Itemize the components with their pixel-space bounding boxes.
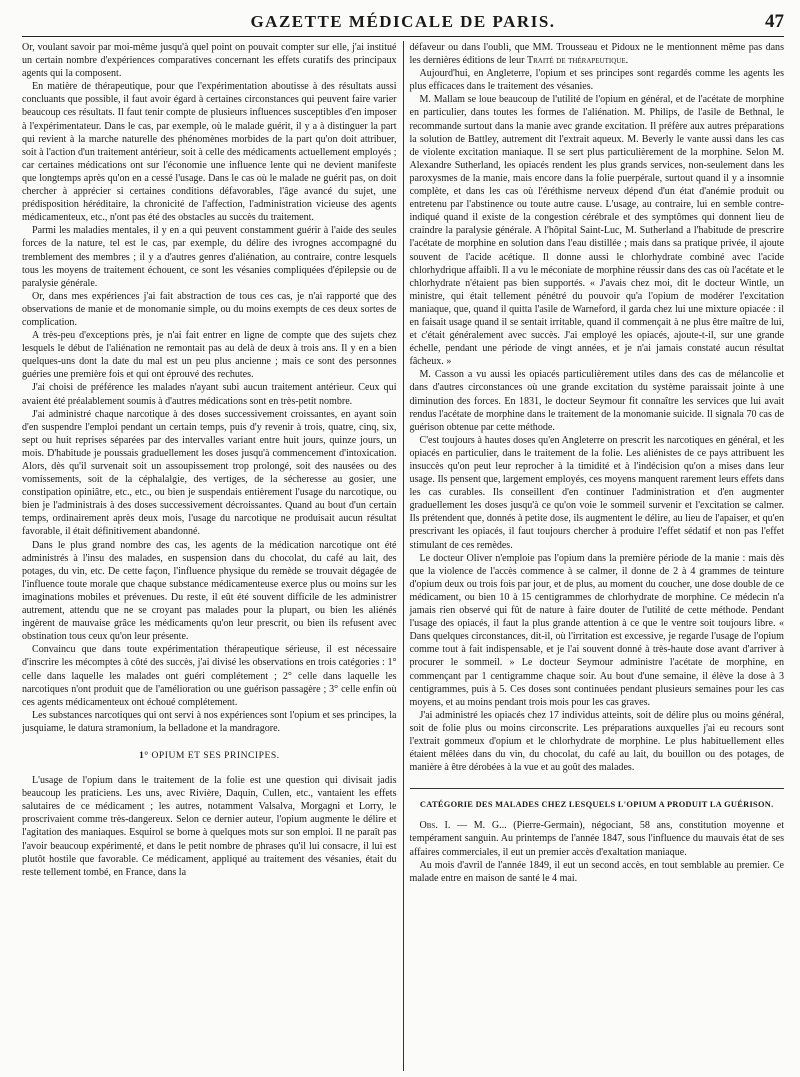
section-title: OPIUM ET SES PRINCIPES. — [151, 749, 280, 761]
paragraph: Parmi les maladies mentales, il y en a qui peuvent constamment guérir à l'aide des seules forces de la nature, tel est le cas, par exemple, du délire des ivrognes accompagné du tremblement des membres ; il y a d'autres genres d'aliénation, au contraire, contre lesquels tous les moyens de traitement échouent, ce sont les vésanies compliquées d'épilepsie ou de paralysie générale. — [22, 225, 397, 289]
section-heading — [22, 749, 397, 762]
paragraph: J'ai choisi de préférence les malades n'ayant subi aucun traitement antérieur. Ceux qui avaient été préalablement soumis à d'autres médications sont en très-petit nombre. — [22, 382, 397, 407]
paragraph — [410, 41, 785, 67]
paragraph: Or, voulant savoir par moi-même jusqu'à quel point on pouvait compter sur elle, j'ai institué un certain nombre d'expériences comparatives concernant les effets curatifs des principaux agents qui la composent. — [22, 42, 397, 80]
category-subheading: CATÉGORIE DES MALADES CHEZ LESQUELS L'OPIUM A PRODUIT LA GUÉRISON. — [410, 788, 785, 811]
paragraph: J'ai administré les opiacés chez 17 individus atteints, soit de délire plus ou moins général, soit de folie plus ou moins circonscrite. Les préparations auxquelles j'ai eu recours sont l'extrait gommeux d'opium et le chlorhydrate de morphine. Le plus habituellement elles étaient mêlées dans du vin, du chocolat, du café au lait, du bouillon ou des potages, de manière à être dérobées à la vue et au goût des malades. — [409, 709, 784, 774]
observation-label: Obs. I. — [419, 820, 451, 832]
paragraph: Convaincu que dans toute expérimentation thérapeutique sérieuse, il est nécessaire d'inscrire les mécomptes à côté des succès, j'ai divisé les observations en trois catégories : 1° celle dans laquelle les malades ont guéri complétement ; 2° celle dans laquelle les narcotiques n'ont produit que de l'amélioration ou une guérison passagère ; 3° celle enfin où ces agents médicamenteux ont échoué complétement. — [22, 644, 397, 708]
paragraph: L'usage de l'opium dans le traitement de la folie est une question qui divisait jadis beaucoup les praticiens. Les uns, avec Rivière, Daquin, Cullen, etc., vantaient les effets salutaires de ce médicament ; les autres, notamment Valsalva, Morgagni et Lorry, le proscrivaient comme très-dangereux. Selon ce dernier auteur, l'opium augmente le délire et l'agitation des maniaques. Esquirol se borne à quelques mots sur son emploi. Il ne paraît pas l'avoir beaucoup expérimenté, et dans le petit nombre de phrases qu'il lui consacre, il lui est plutôt hostile que favorable. Ce médicament, appliqué au traitement des vésanies, était du reste tellement tombé, en France, dans la — [22, 775, 397, 878]
article-columns — [22, 41, 784, 1071]
paragraph: M. Mallam se loue beaucoup de l'utilité de l'opium en général, et de l'acétate de morphine en particulier, dans toutes les formes de l'aliénation. M. Philips, de l'asile de Bethnal, le recommande surtout dans la manie avec grande excitation. Il préfère aux autres préparations la solution de Battley, autrement dit l'extrait aqueux. M. Beverly le vante aussi dans les cas de violente excitation maniaque. Il se sert plus particulièrement de la morphine. Selon M. Alexandre Sutherland, les opiacés rendent les plus grands services, non-seulement dans les paroxysmes de la manie, mais encore dans la folie puerpérale, surtout quand il y a insomnie complète, et dans les cas où l'éréthisme nerveux dépend d'un état d'anémie produit ou entretenu par l'abstinence ou toute autre cause. L'usage, au contraire, lui en semble contre-indiqué quand il existe de la congestion cérébrale et des symptômes qui donnent lieu de craindre la paralysie générale. A l'hôpital Saint-Luc, M. Sutherland a l'habitude de prescrire l'acétate de morphine en solution dans l'eau distillée ; mais dans sa pratique privée, il ajoute souvent de l'acide acétique. Il donne aussi le chlorhydrate combiné avec l'acide chlorhydrique affaibli. Il a vu le méconiate de morphine réussir dans des cas où l'acétate et le chlorhydrate n'étaient pas bien supportés. « J'avais chez moi, dit le docteur Wintle, un ministre, qui était tellement pénétré du pouvoir qu'a l'opium de modérer l'excitation maniaque, que, quand il quitta l'asile de Warneford, il garda chez lui une mixture opiacée : il en faisait usage quand il se sentait irritable, quand il commençait à ne plus être maître de lui, et c'était généralement avec succès. J'ai employé les opiacés, ajoute-t-il, sur une grande échelle, pendant une période de vingt années, et je n'ai jamais constaté aucun résultat fâcheux. » — [409, 94, 784, 368]
paragraph: J'ai administré chaque narcotique à des doses successivement croissantes, en ayant soin d'en suspendre l'emploi pendant un certain temps, puis d'y revenir à trois, quatre, cinq, six, sept ou huit reprises séparées par des intervalles variant entre huit jours, quinze jours, un mois. D'habitude je poussais graduellement les doses jusqu'à commencement d'intoxication. Alors, dès qu'il survenait soit un assoupissement trop prolongé, soit des nausées ou des vomissements, soit de la céphalalgie, des vertiges, de la sécheresse au gosier, une constipation opiniâtre, etc., etc., ou bien je suspendais entièrement l'usage du narcotique, ou bien je l'administrais à des doses successivement décroissantes. Quand au bout d'un certain temps, ordinairement après deux mois, l'usage du narcotique ne produisait aucun résultat favorable, il était définitivement abandonné. — [22, 408, 397, 538]
paragraph: A très-peu d'exceptions près, je n'ai fait entrer en ligne de compte que des sujets chez lesquels le début de l'aliénation ne remontait pas au delà de deux à trois ans. Il y en a bien quelques-uns dont la date du mal est un peu plus ancienne ; mais ce sont des personnes guéries une première fois et qui ont éprouvé des rechutes. — [22, 330, 397, 381]
paragraph: Aujourd'hui, en Angleterre, l'opium et ses principes sont regardés comme les agents les plus efficaces dans le traitement des vésanies. — [409, 68, 784, 93]
section-number: 1° — [138, 749, 149, 761]
observation-text: — M. G... (Pierre-Germain), négociant, 58 ans, constitution moyenne et tempérament sanguin. Au printemps de l'année 1847, sous l'influence du mauvais état de ses affaires commerciales, il eut un premier accès d'exaltation maniaque. — [409, 820, 784, 858]
book-reference: Traité de thérapeutique — [526, 55, 626, 67]
masthead — [22, 10, 784, 37]
paragraph: M. Casson a vu aussi les opiacés particulièrement utiles dans des cas de mélancolie et dans d'autres circonstances où une grande excitation du système paraissait jointe à une diminution des forces. En 1831, le docteur Seymour fit connaître les services que lui avait rendus l'acétate de morphine dans le traitement de la monomanie suicide. Il signala 70 cas de guérison obtenue par cette méthode. — [409, 369, 784, 433]
paragraph-text: défaveur ou dans l'oubli, que MM. Trousseau et Pidoux ne le mentionnent même pas dans les dernières éditions de leur — [409, 42, 784, 67]
paragraph-end: . — [625, 55, 629, 67]
paragraph: C'est toujours à hautes doses qu'en Angleterre on prescrit les narcotiques en général, et les opiacés en particulier, dans le traitement de la folie. Les aliénistes de ce pays attribuent les insuccès qu'on peut leur reprocher à la timidité et à l'indécision qu'on a mises dans leur usage. Ils pensent que, largement employés, ces moyens manquent rarement leurs effets dans les cas curables. Ils conseillent d'en continuer l'administration et d'en augmenter graduellement les doses jusqu'à ce qu'on voie le sommeil survenir et l'excitation se calmer. Ils prétendent que, donnés à petite dose, ils augmentent le délire, au lieu de l'apaiser, et qu'en prescrivant les opiacés, il faut toujours chercher à produire l'effet sédatif et non pas l'effet stimulant de ces remèdes. — [409, 434, 784, 551]
paragraph: Au mois d'avril de l'année 1849, il eut un second accès, en tout semblable au premier. Ce malade entre en maison de santé le 4 mai. — [409, 859, 784, 884]
paragraph: Le docteur Oliver n'emploie pas l'opium dans la première période de la manie : mais dès que la violence de l'accès commence à se calmer, il donne de 2 à 4 grammes de teinture d'opium deux ou trois fois par jour, et de plus, au moment du coucher, une dose double de ce médicament, ou bien 10 à 15 centigrammes de chlorhydrate de morphine. Ce médecin n'a jamais rien observé qui fût de nature à faire douter de l'utilité de cette méthode. Pendant l'usage des opiacés, il faut la plus grande attention à ce que le ventre soit toujours libre. « Dans quelques circonstances, dit-il, où l'irritation est excessive, je regarde l'usage de l'opium comme tout à fait indispensable, et je l'ai souvent donné à très-haute dose avant d'arriver à procurer le sommeil. » Le docteur Seymour administre l'acétate de morphine, en commençant par 1 centigramme chaque soir. Au bout d'une semaine, il élève la dose à 3 centigrammes, puis à 5. Ces doses sont continuées pendant plusieurs semaines pour les cas moyens, et au moins pendant trois mois pour les cas graves. — [409, 552, 784, 708]
paragraph: Les substances narcotiques qui ont servi à nos expériences sont l'opium et ses principes, la jusquiame, le datura stramonium, la belladone et la mandragore. — [22, 709, 397, 734]
paragraph: Dans le plus grand nombre des cas, les agents de la médication narcotique ont été administrés à l'insu des malades, en suspension dans du chocolat, du café au lait, des potages, du vin, etc. De cette façon, l'influence physique du remède se trouvait dégagée de l'influence toute morale que chaque substance médicamenteuse exerce plus ou moins sur les imaginations mobiles et prévenues. Du reste, il eût été souvent difficile de les administrer autrement, attendu que ne se croyant pas malades pour la plupart, ou bien les aliénés ingèrent de mauvaise grâce les médicaments qu'on leur prescrit, ou bien ils refusent avec obstination tous ceux qu'on leur présente. — [22, 539, 397, 643]
right-column — [403, 41, 785, 1071]
paragraph: En matière de thérapeutique, pour que l'expérimentation aboutisse à des résultats aussi concluants que possible, il faut avoir égard à certaines circonstances qui peuvent faire varier beaucoup ces résultats. Il faut tenir compte de plusieurs influences susceptibles d'en imposer à l'expérimentateur. Dans le cas, par exemple, où le malade guérit, il y a à distinguer la part qui revient à la marche naturelle des phénomènes morbides de la part qu'on doit attribuer, soit à l'action d'un traitement antérieur, soit à celle des médicaments actuellement employés ; car certaines médications ont sur l'économie une influence lente qui ne devient manifeste que longtemps après qu'on en a cessé l'usage. Dans le cas où le malade ne guérit pas, on doit chercher à apprécier si certaines conditions défavorables, l'âge avancé du sujet, une prédisposition héréditaire, la chronicité de l'affection, l'administration vicieuse des agents médicamenteux, etc., n'ont pas été des obstacles au succès du traitement. — [22, 81, 397, 224]
page-number: 47 — [765, 11, 784, 32]
observation-paragraph — [410, 819, 785, 858]
left-column — [22, 41, 403, 1071]
paragraph: Or, dans mes expériences j'ai fait abstraction de tous ces cas, je n'ai rapporté que des observations de manie et de monomanie simple, ou du moins exempts de ces deux sortes de complication. — [22, 290, 397, 328]
publication-title: GAZETTE MÉDICALE DE PARIS. — [250, 12, 556, 31]
